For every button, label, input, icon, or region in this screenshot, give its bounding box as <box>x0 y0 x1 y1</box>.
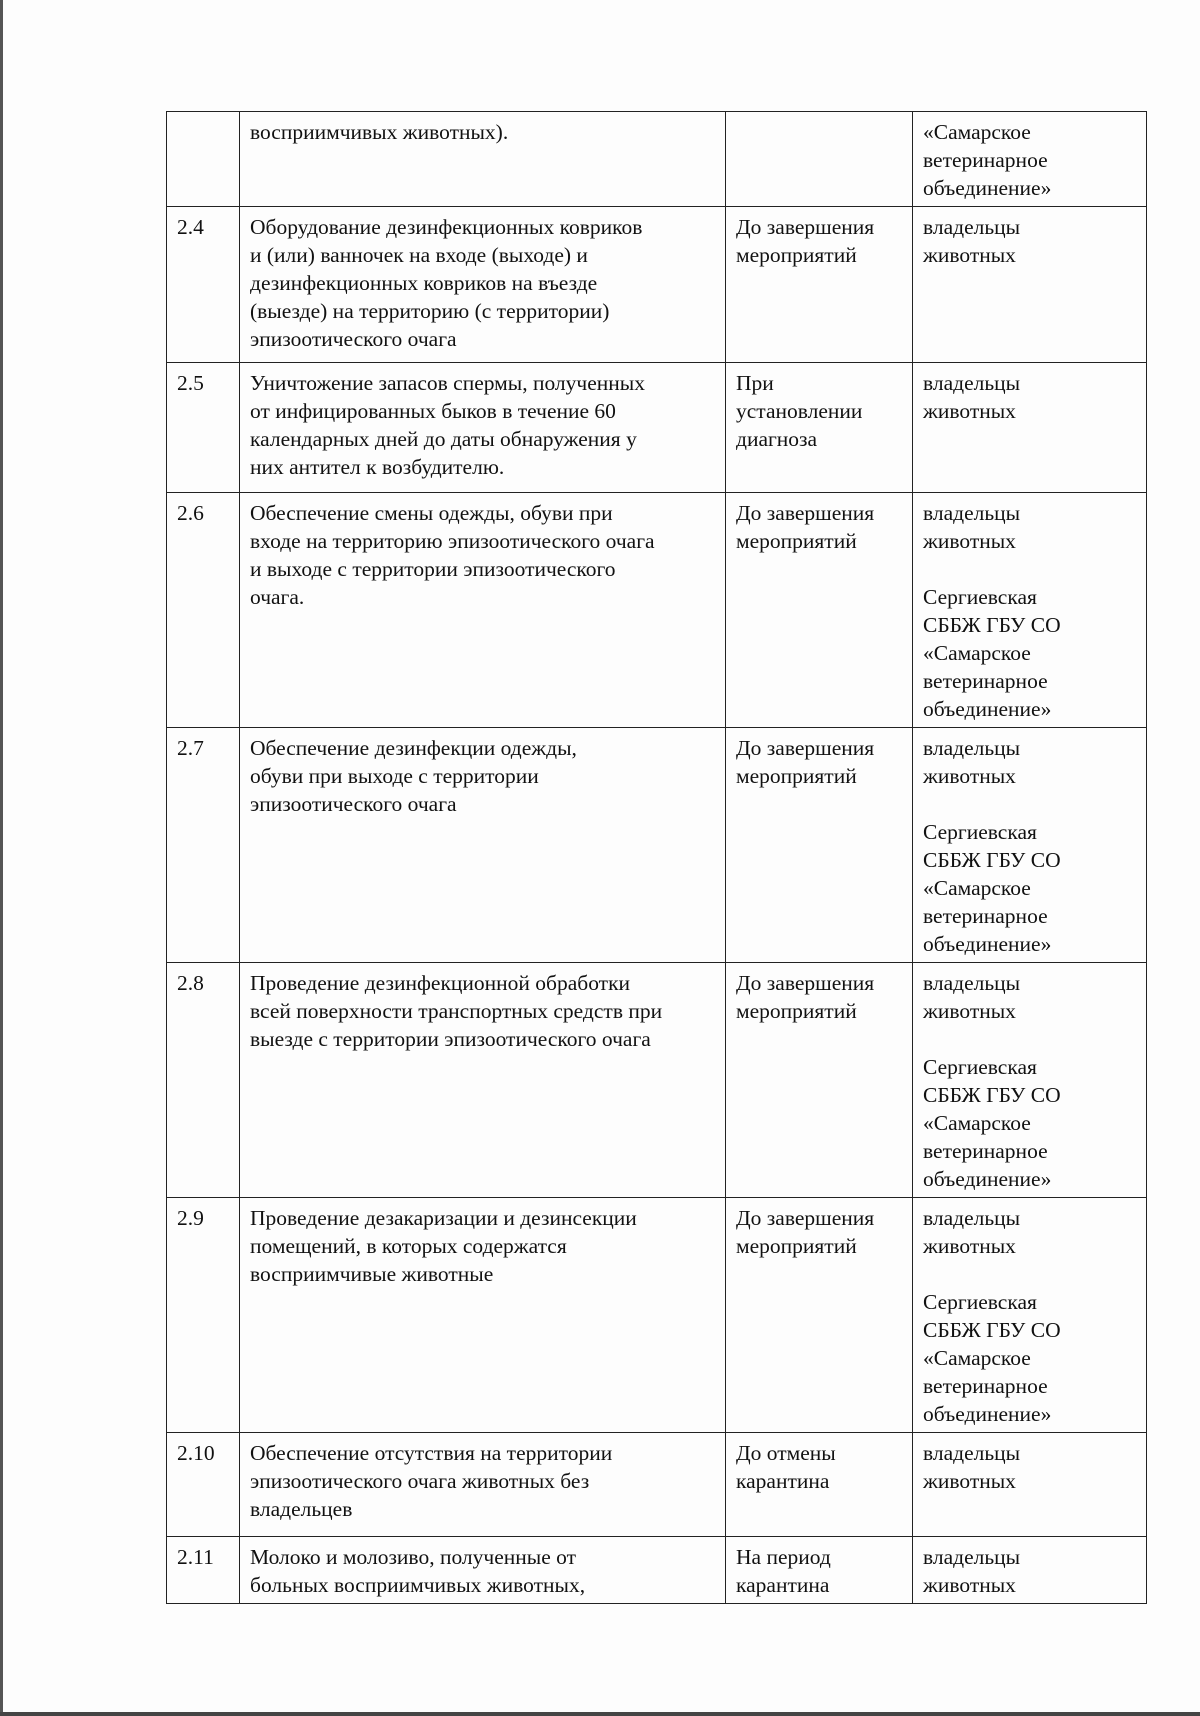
action-text-line: эпизоотического очага животных без <box>250 1469 590 1493</box>
responsible-cell <box>913 1433 1147 1537</box>
term-text-line: До отмены <box>736 1441 836 1465</box>
action-text-line: восприимчивых животных). <box>250 120 509 144</box>
responsible-text-line: владельцы <box>923 215 1021 239</box>
term-text-line: До завершения <box>736 736 875 760</box>
action-text-line: Уничтожение запасов спермы, полученных <box>250 371 645 395</box>
action-text-line: эпизоотического очага <box>250 792 457 816</box>
responsible-text-line: животных <box>923 529 1016 553</box>
action-cell <box>240 112 726 207</box>
responsible-text-line: Сергиевская <box>923 585 1037 609</box>
term-cell <box>726 112 913 207</box>
action-cell <box>240 963 726 1198</box>
row-number: 2.4 <box>167 207 240 363</box>
action-cell <box>240 207 726 363</box>
responsible-text-line: СББЖ ГБУ СО <box>923 1318 1061 1342</box>
action-text-line: Обеспечение дезинфекции одежды, <box>250 736 577 760</box>
action-text-line: восприимчивые животные <box>250 1262 494 1286</box>
action-text-line: больных восприимчивых животных, <box>250 1573 586 1597</box>
responsible-text-line: животных <box>923 1234 1016 1258</box>
paragraph-gap <box>923 1260 1136 1288</box>
action-text-line: Проведение дезинфекционной обработки <box>250 971 631 995</box>
action-cell <box>240 728 726 963</box>
action-text-line: них антител к возбудителю. <box>250 455 505 479</box>
table-row <box>167 1433 1147 1537</box>
responsible-text-line: Сергиевская <box>923 1290 1037 1314</box>
row-number: 2.11 <box>167 1537 240 1604</box>
table-row <box>167 1198 1147 1433</box>
table-row <box>167 963 1147 1198</box>
table-row <box>167 207 1147 363</box>
paragraph-gap <box>923 1025 1136 1053</box>
responsible-text-line: владельцы <box>923 1441 1021 1465</box>
term-cell <box>726 1537 913 1604</box>
term-text-line: мероприятий <box>736 999 857 1023</box>
scan-bottom-edge <box>0 1712 1200 1716</box>
measures-table-body <box>167 112 1147 1604</box>
responsible-cell <box>913 1198 1147 1433</box>
responsible-text-line: животных <box>923 243 1016 267</box>
responsible-text-line: животных <box>923 1573 1016 1597</box>
term-text-line: До завершения <box>736 501 875 525</box>
term-text-line: карантина <box>736 1469 830 1493</box>
term-text-line: На период <box>736 1545 831 1569</box>
responsible-text-line: объединение» <box>923 697 1052 721</box>
table-row <box>167 728 1147 963</box>
term-cell <box>726 207 913 363</box>
responsible-text-line: ветеринарное <box>923 148 1048 172</box>
row-number: 2.6 <box>167 493 240 728</box>
term-text-line: мероприятий <box>736 1234 857 1258</box>
responsible-text-line: животных <box>923 764 1016 788</box>
action-text-line: календарных дней до даты обнаружения у <box>250 427 637 451</box>
term-text-line: До завершения <box>736 971 875 995</box>
action-text-line: Обеспечение смены одежды, обуви при <box>250 501 613 525</box>
responsible-text-line: «Самарское <box>923 1346 1031 1370</box>
action-text-line: (выезде) на территорию (с территории) <box>250 299 610 323</box>
term-text-line: карантина <box>736 1573 830 1597</box>
term-cell <box>726 963 913 1198</box>
action-text-line: Обеспечение отсутствия на территории <box>250 1441 613 1465</box>
action-text-line: помещений, в которых содержатся <box>250 1234 567 1258</box>
responsible-text-line: владельцы <box>923 736 1021 760</box>
action-text-line: выезде с территории эпизоотического очага <box>250 1027 651 1051</box>
responsible-text-line: «Самарское <box>923 120 1031 144</box>
term-text-line: мероприятий <box>736 764 857 788</box>
row-number: 2.8 <box>167 963 240 1198</box>
term-text-line: При <box>736 371 774 395</box>
responsible-cell <box>913 112 1147 207</box>
action-text-line: обуви при выходе с территории <box>250 764 539 788</box>
responsible-text-line: владельцы <box>923 371 1021 395</box>
row-number: 2.5 <box>167 363 240 493</box>
responsible-cell <box>913 363 1147 493</box>
action-cell <box>240 1537 726 1604</box>
term-cell <box>726 363 913 493</box>
responsible-text-line: владельцы <box>923 971 1021 995</box>
action-cell <box>240 363 726 493</box>
action-text-line: от инфицированных быков в течение 60 <box>250 399 616 423</box>
responsible-text-line: владельцы <box>923 501 1021 525</box>
action-text-line: владельцев <box>250 1497 353 1521</box>
responsible-text-line: Сергиевская <box>923 1055 1037 1079</box>
term-cell <box>726 1198 913 1433</box>
action-text-line: Проведение дезакаризации и дезинсекции <box>250 1206 637 1230</box>
term-text-line: установлении <box>736 399 863 423</box>
action-text-line: очага. <box>250 585 305 609</box>
responsible-cell <box>913 1537 1147 1604</box>
responsible-text-line: «Самарское <box>923 1111 1031 1135</box>
paragraph-gap <box>923 555 1136 583</box>
responsible-text-line: ветеринарное <box>923 1139 1048 1163</box>
responsible-text-line: владельцы <box>923 1206 1021 1230</box>
action-cell <box>240 493 726 728</box>
responsible-text-line: Сергиевская <box>923 820 1037 844</box>
action-text-line: эпизоотического очага <box>250 327 457 351</box>
term-text-line: До завершения <box>736 1206 875 1230</box>
table-row <box>167 1537 1147 1604</box>
action-cell <box>240 1198 726 1433</box>
responsible-text-line: животных <box>923 1469 1016 1493</box>
term-cell <box>726 493 913 728</box>
responsible-text-line: объединение» <box>923 932 1052 956</box>
paragraph-gap <box>923 790 1136 818</box>
term-text-line: До завершения <box>736 215 875 239</box>
row-number: 2.9 <box>167 1198 240 1433</box>
term-cell <box>726 728 913 963</box>
responsible-text-line: «Самарское <box>923 876 1031 900</box>
table-row <box>167 493 1147 728</box>
responsible-cell <box>913 493 1147 728</box>
responsible-text-line: объединение» <box>923 1167 1052 1191</box>
row-number: 2.7 <box>167 728 240 963</box>
scan-left-edge <box>0 0 3 1716</box>
action-text-line: всей поверхности транспортных средств при <box>250 999 663 1023</box>
responsible-text-line: ветеринарное <box>923 904 1048 928</box>
responsible-text-line: ветеринарное <box>923 669 1048 693</box>
term-cell <box>726 1433 913 1537</box>
table-row <box>167 112 1147 207</box>
action-text-line: входе на территорию эпизоотического очага <box>250 529 655 553</box>
action-text-line: Оборудование дезинфекционных ковриков <box>250 215 643 239</box>
responsible-text-line: объединение» <box>923 176 1052 200</box>
responsible-text-line: «Самарское <box>923 641 1031 665</box>
responsible-cell <box>913 207 1147 363</box>
responsible-cell <box>913 728 1147 963</box>
responsible-text-line: СББЖ ГБУ СО <box>923 613 1061 637</box>
responsible-text-line: животных <box>923 399 1016 423</box>
responsible-cell <box>913 963 1147 1198</box>
term-text-line: мероприятий <box>736 529 857 553</box>
responsible-text-line: СББЖ ГБУ СО <box>923 1083 1061 1107</box>
action-text-line: Молоко и молозиво, полученные от <box>250 1545 576 1569</box>
table-row <box>167 363 1147 493</box>
responsible-text-line: СББЖ ГБУ СО <box>923 848 1061 872</box>
responsible-text-line: владельцы <box>923 1545 1021 1569</box>
responsible-text-line: ветеринарное <box>923 1374 1048 1398</box>
row-number <box>167 112 240 207</box>
responsible-text-line: объединение» <box>923 1402 1052 1426</box>
row-number: 2.10 <box>167 1433 240 1537</box>
term-text-line: мероприятий <box>736 243 857 267</box>
action-cell <box>240 1433 726 1537</box>
action-text-line: и выходе с территории эпизоотического <box>250 557 616 581</box>
responsible-text-line: животных <box>923 999 1016 1023</box>
term-text-line: диагноза <box>736 427 818 451</box>
action-text-line: и (или) ванночек на входе (выходе) и <box>250 243 588 267</box>
action-text-line: дезинфекционных ковриков на въезде <box>250 271 598 295</box>
measures-table <box>166 111 1147 1604</box>
